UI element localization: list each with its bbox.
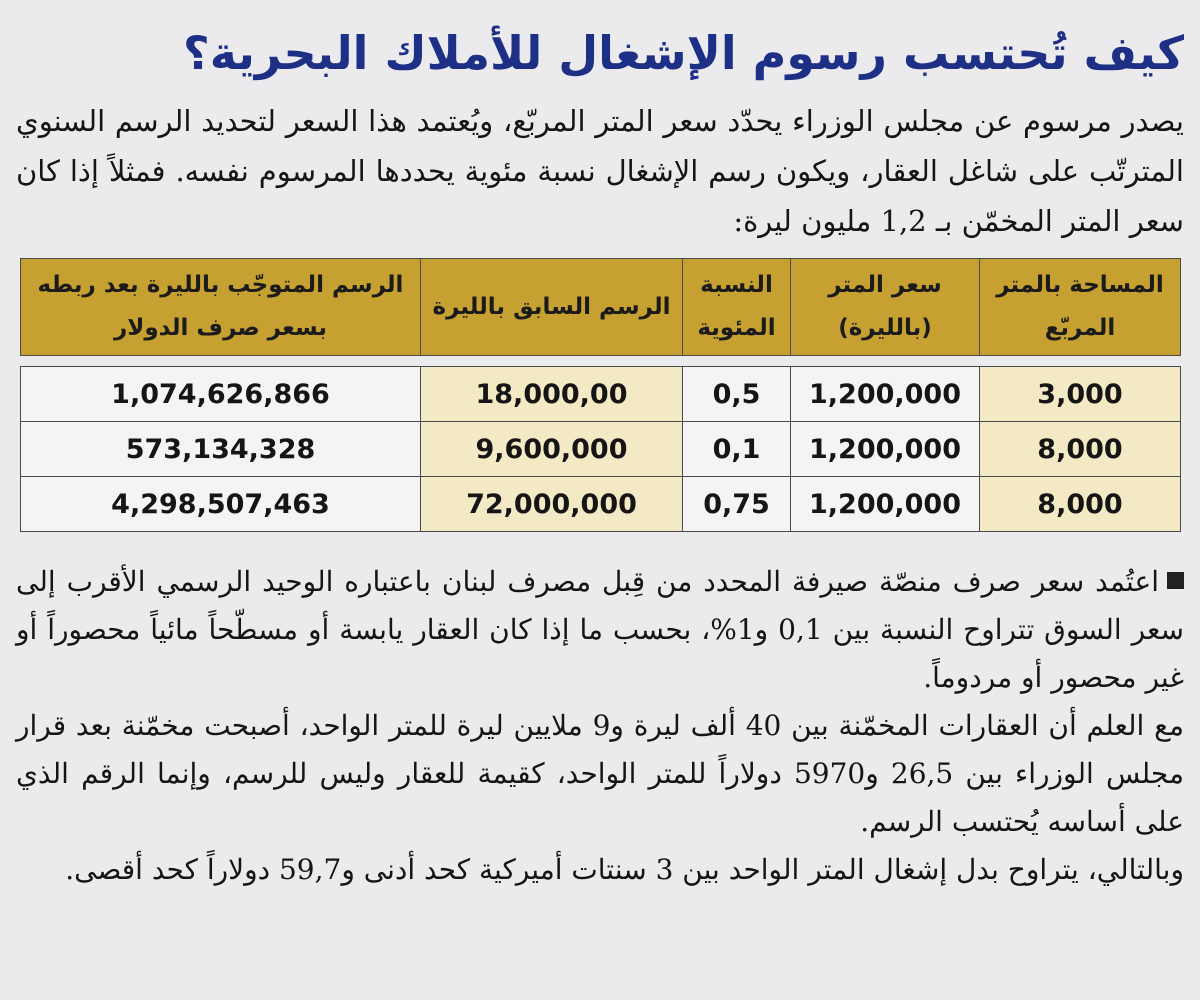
cell-due-fee: 4,298,507,463: [21, 477, 421, 532]
cell-area: 8,000: [980, 477, 1181, 532]
cell-area: 8,000: [980, 422, 1181, 477]
note-text: اعتُمد سعر صرف منصّة صيرفة المحدد من قِبل مصرف لبنان باعتباره الوحيد الرسمي الأقرب إلى سعر السوق تتراوح النسبة بين 0,1 و1%، بحسب ما إذا كان العقار يابسة أو مسطّحاً مائياً محصوراً أو غير محصور أو مردوماً.: [16, 565, 1184, 694]
table-row: [21, 477, 1181, 532]
cell-price: 1,200,000: [791, 422, 980, 477]
table-header-row: [21, 259, 1181, 356]
cell-area: 3,000: [980, 367, 1181, 422]
note-paragraph: [16, 558, 1184, 702]
square-bullet-icon: [1167, 572, 1184, 589]
cell-percent: 0,75: [683, 477, 791, 532]
cell-price: 1,200,000: [791, 367, 980, 422]
header-due-fee: الرسم المتوجّب بالليرة بعد ربطه بسعر صرف الدولار: [21, 259, 421, 356]
table-row: [21, 367, 1181, 422]
table-spacer: [21, 356, 1181, 367]
cell-previous-fee: 18,000,00: [421, 367, 683, 422]
cell-percent: 0,1: [683, 422, 791, 477]
fees-table: [20, 258, 1181, 532]
header-price: سعر المتر (بالليرة): [791, 259, 980, 356]
cell-percent: 0,5: [683, 367, 791, 422]
note-paragraph: وبالتالي، يتراوح بدل إشغال المتر الواحد بين 3 سنتات أميركية كحد أدنى و59,7 دولاراً كحد أقصى.: [65, 853, 1184, 886]
cell-price: 1,200,000: [791, 477, 980, 532]
article-title: كيف تُحتسب رسوم الإشغال للأملاك البحرية؟: [183, 26, 1184, 80]
header-previous-fee: الرسم السابق بالليرة: [421, 259, 683, 356]
cell-previous-fee: 9,600,000: [421, 422, 683, 477]
notes: [16, 558, 1184, 894]
table-row: [21, 422, 1181, 477]
cell-previous-fee: 72,000,000: [421, 477, 683, 532]
note-paragraph: مع العلم أن العقارات المخمّنة بين 40 ألف ليرة و9 ملايين ليرة للمتر الواحد، أصبحت مخمّنة بعد قرار مجلس الوزراء بين 26,5 و5970 دولاراً للمتر الواحد، كقيمة للعقار وليس للرسم، وإنما الرقم الذي على أساسه يُحتسب الرسم.: [16, 709, 1185, 838]
cell-due-fee: 1,074,626,866: [21, 367, 421, 422]
cell-due-fee: 573,134,328: [21, 422, 421, 477]
header-area: المساحة بالمتر المربّع: [980, 259, 1181, 356]
intro-paragraph: يصدر مرسوم عن مجلس الوزراء يحدّد سعر المتر المربّع، ويُعتمد هذا السعر لتحديد الرسم السنوي المترتّب على شاغل العقار، ويكون رسم الإشغال نسبة مئوية يحددها المرسوم نفسه. فمثلاً إذا كان سعر المتر المخمّن بـ 1,2 مليون ليرة:: [16, 104, 1184, 238]
header-percent: النسبة المئوية: [683, 259, 791, 356]
